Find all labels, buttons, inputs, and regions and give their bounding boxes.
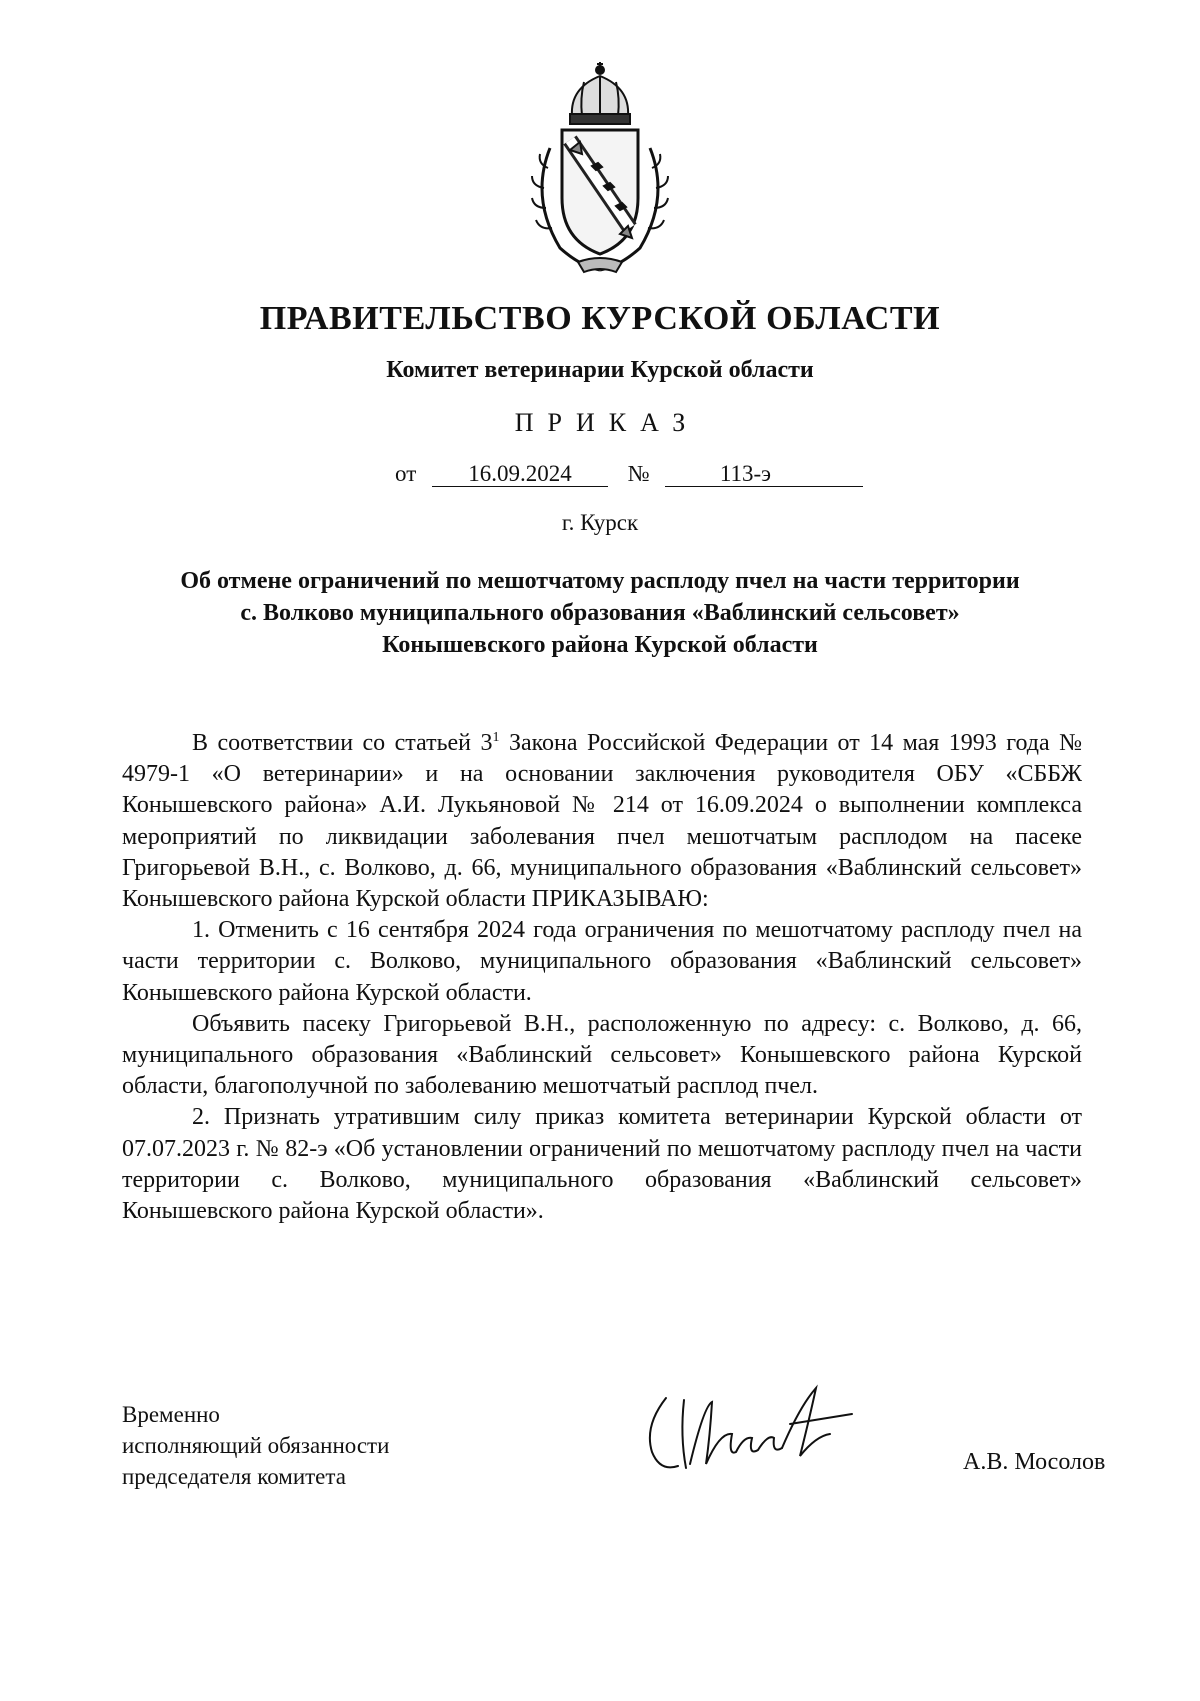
paragraph-preamble [122,728,1082,915]
preamble-text-end: Закона Российской Федерации от 14 мая 1993 года № 4979-1 «О ветеринарии» и на основании заключения руководителя ОБУ «СББЖ Конышевского района» А.И. Лукьяновой № 214 от 16.09.2024 о выполнении комплекса мероприятий по ликвидации заболевания пчел мешотчатым расплодом на пасеке Григорьевой В.Н., с. Волково, д. 66, муниципального образования «Ваблинский сельсовет» Конышевского района Курской области ПРИКАЗЫВАЮ: [122,730,1082,913]
order-number: 113-э [665,461,863,487]
paragraph-item-1: 1. Отменить с 16 сентября 2024 года ограничения по мешотчатому расплоду пчел на части территории с. Волково, муниципального образования «Ваблинский сельсовет» Конышевского района Курской области. [122,917,1082,1006]
paragraph-apiary-declaration: Объявить пасеку Григорьевой В.Н., расположенную по адресу: с. Волково, д. 66, муниципального образования «Ваблинский сельсовет» Конышевского района Курской области, благополучной по заболеванию мешотчатый расплод пчел. [122,1010,1082,1100]
signatory-position [122,1399,389,1492]
order-body [122,728,1082,1227]
handwritten-signature [640,1376,860,1486]
coat-of-arms-icon [520,58,680,278]
article-superscript: 1 [492,730,500,745]
number-label: № [627,461,650,486]
order-date: 16.09.2024 [432,461,608,487]
subject-line-2: с. Волково муниципального образования «Ваблинский сельсовет» [240,600,960,626]
paragraph-item-2: 2. Признать утратившим силу приказ комитета ветеринарии Курской области от 07.07.2023 г. № 82-э «Об установлении ограничений по мешотчатому расплоду пчел на части территории с. Волково, муниципального образования «Ваблинский сельсовет» Конышевского района Курской области». [122,1104,1082,1225]
government-title: ПРАВИТЕЛЬСТВО КУРСКОЙ ОБЛАСТИ [259,300,941,337]
preamble-text-start: В соответствии со статьей 3 [192,730,493,756]
subject-line-1: Об отмене ограничений по мешотчатому расплоду пчел на части территории [180,568,1020,594]
position-line-1: Временно [122,1402,220,1427]
position-line-3: председателя комитета [122,1464,346,1489]
issue-city: г. Курск [561,510,639,535]
signatory-name: А.В. Мосолов [963,1449,1106,1475]
document-type: ПРИКАЗ [514,408,700,437]
order-date-number [395,461,863,487]
position-line-2: исполняющий обязанности [122,1433,390,1458]
subject-line-3: Конышевского района Курской области [382,632,818,658]
order-subject [120,565,1080,661]
date-prefix: от [395,461,417,486]
committee-name: Комитет ветеринарии Курской области [386,357,814,383]
